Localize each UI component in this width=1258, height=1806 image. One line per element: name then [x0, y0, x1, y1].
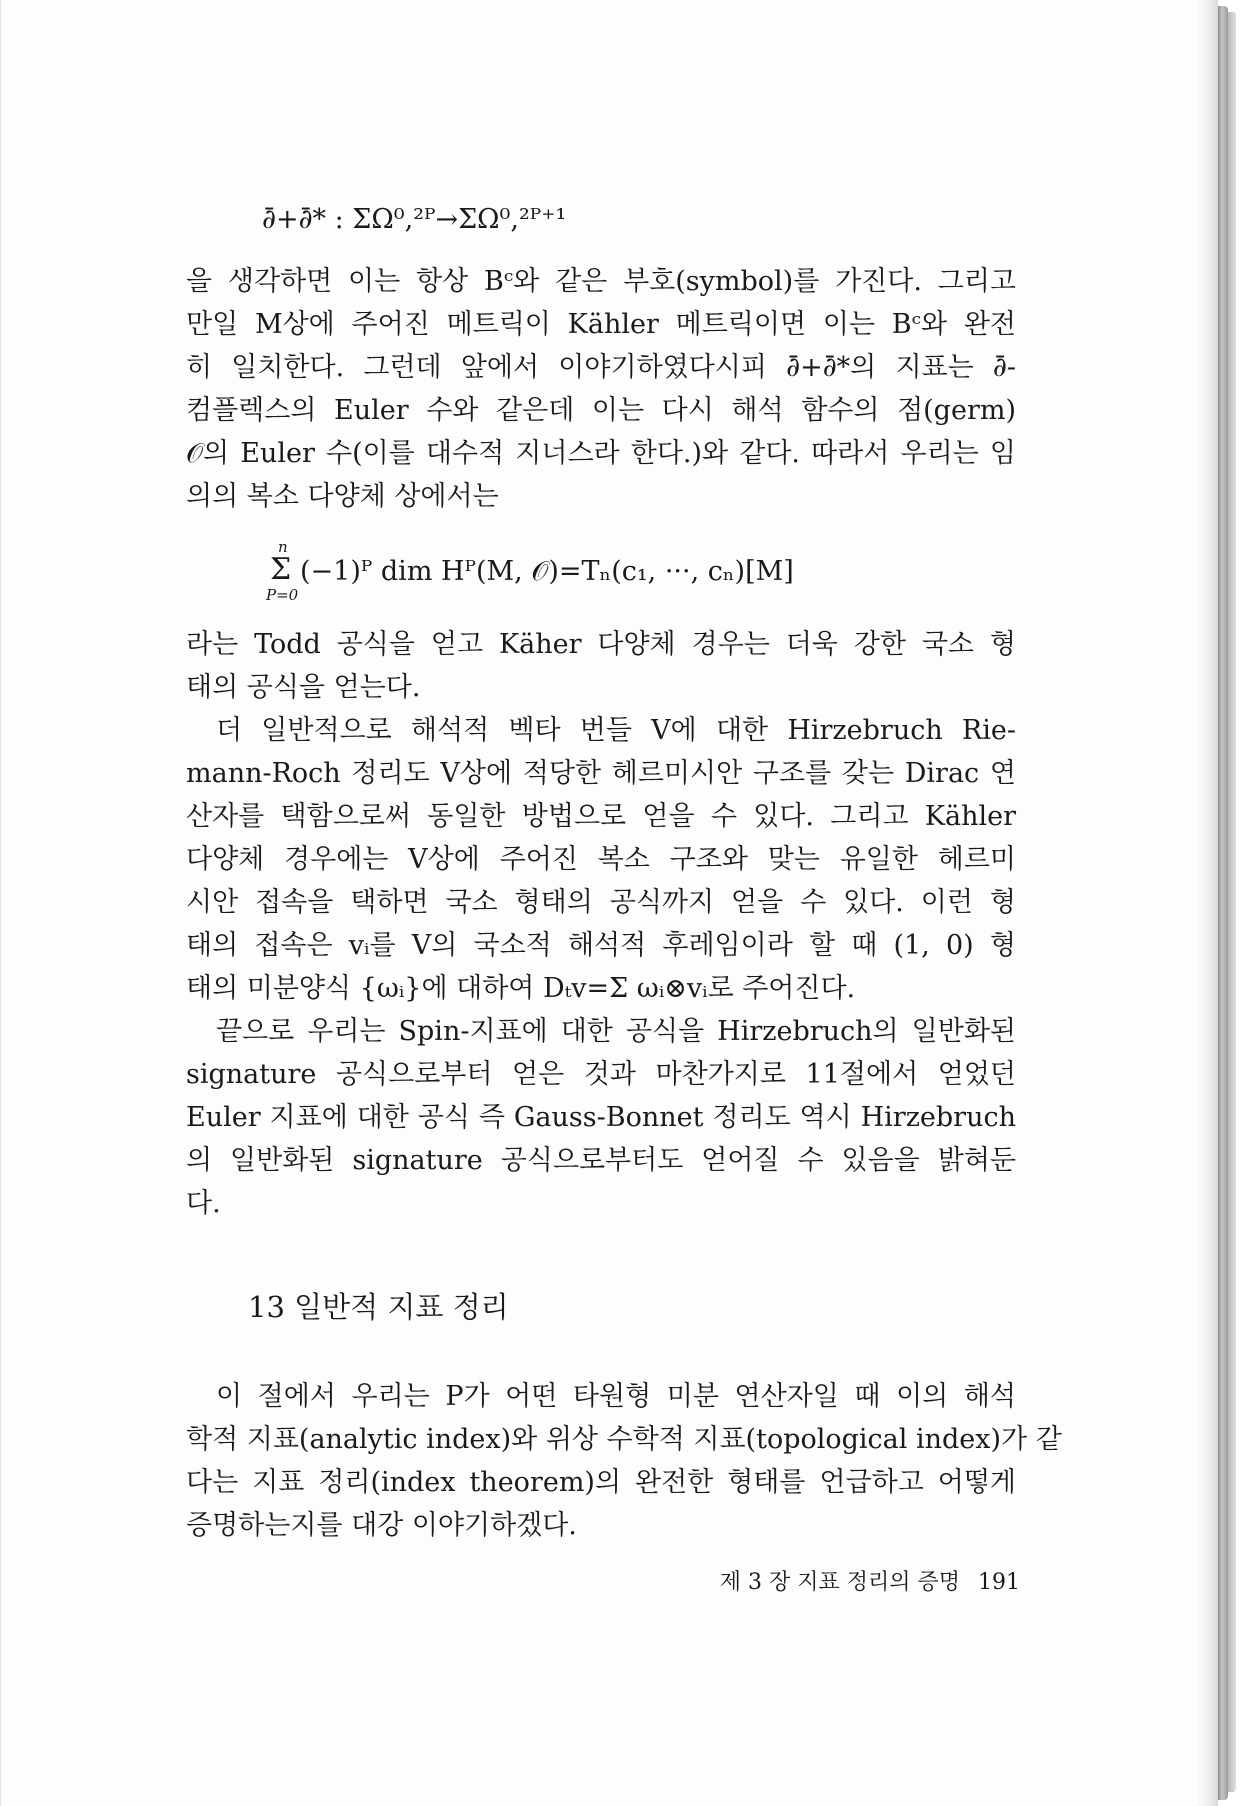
- para1-line-6: 의의 복소 다양체 상에서는: [186, 481, 499, 512]
- section-heading-13: 13 일반적 지표 정리: [248, 1290, 509, 1324]
- para3-line-5: 시안 접속을 택하면 국소 형태의 공식까지 얻을 수 있다. 이런 형: [186, 887, 1016, 918]
- todd-formula-body: (−1)ᴾ dim Hᴾ(M, 𝒪)=Tₙ(c₁, ···, cₙ)[M]: [300, 556, 794, 587]
- para5-line-1: 이 절에서 우리는 P가 어떤 타원형 미분 연산자일 때 이의 해석: [216, 1381, 1016, 1412]
- para5-line-3: 다는 지표 정리(index theorem)의 완전한 형태를 언급하고 어떻게: [186, 1467, 1016, 1498]
- para2-line-2: 태의 공식을 얻는다.: [186, 672, 421, 703]
- para3-line-6: 태의 접속은 vᵢ를 V의 국소적 해석적 후레임이라 할 때 (1, 0) 형: [186, 930, 1016, 961]
- page-stack-edge: [1218, 6, 1228, 1800]
- sigma-symbol: Σ: [270, 552, 292, 587]
- para2-line-1: 라는 Todd 공식을 얻고 Käher 다양체 경우는 더욱 강한 국소 형: [186, 629, 1016, 660]
- para3-line-1: 더 일반적으로 해석적 벡타 번들 V에 대한 Hirzebruch Rie-: [216, 715, 1016, 746]
- sum-upper-limit: n: [278, 538, 288, 556]
- para3-line-7: 태의 미분양식 {ωᵢ}에 대하여 Dₜv=Σ ωᵢ⊗vᵢ로 주어진다.: [186, 973, 856, 1004]
- para4-line-3: Euler 지표에 대한 공식 즉 Gauss-Bonnet 정리도 역시 Hirzebruch: [186, 1102, 1016, 1133]
- para3-line-2: mann-Roch 정리도 V상에 적당한 헤르미시안 구조를 갖는 Dirac 연: [186, 758, 1016, 789]
- para1-line-5: 𝒪의 Euler 수(이를 대수적 지너스라 한다.)와 같다. 따라서 우리는 임: [186, 438, 1016, 469]
- para1-line-1: 을 생각하면 이는 항상 Bᶜ와 같은 부호(symbol)를 가진다. 그리고: [186, 266, 1016, 297]
- formula-dbar-operator: ∂̄+∂̄* : ΣΩ⁰,²ᴾ→ΣΩ⁰,²ᴾ⁺¹: [262, 204, 567, 235]
- para5-line-4: 증명하는지를 대강 이야기하겠다.: [186, 1510, 577, 1541]
- page-number: 191: [978, 1570, 1020, 1595]
- para4-line-5: 다.: [186, 1188, 221, 1219]
- para4-line-2: signature 공식으로부터 얻은 것과 마찬가지로 11절에서 얻었던: [186, 1059, 1016, 1090]
- para1-line-2: 만일 M상에 주어진 메트릭이 Kähler 메트릭이면 이는 Bᶜ와 완전: [186, 309, 1016, 340]
- para1-line-4: 컴플렉스의 Euler 수와 같은데 이는 다시 해석 함수의 점(germ): [186, 395, 1016, 426]
- page-stack-edge-outer: [1228, 12, 1236, 1792]
- para3-line-4: 다양체 경우에는 V상에 주어진 복소 구조와 맞는 유일한 헤르미: [186, 844, 1016, 875]
- para1-line-3: 히 일치한다. 그런데 앞에서 이야기하였다시피 ∂̄+∂̄*의 지표는 ∂̄-: [186, 352, 1016, 383]
- para4-line-4: 의 일반화된 signature 공식으로부터도 얻어질 수 있음을 밝혀둔: [186, 1145, 1016, 1176]
- running-footer-chapter: 제 3 장 지표 정리의 증명: [719, 1570, 960, 1595]
- para3-line-3: 산자를 택함으로써 동일한 방법으로 얻을 수 있다. 그리고 Kähler: [186, 801, 1016, 832]
- para4-line-1: 끝으로 우리는 Spin-지표에 대한 공식을 Hirzebruch의 일반화된: [216, 1016, 1016, 1047]
- page-footer: [640, 1568, 1020, 1598]
- page-gutter-shadow: [1196, 0, 1218, 1806]
- sum-lower-limit: P=0: [266, 586, 299, 604]
- para5-line-2: 학적 지표(analytic index)와 위상 수학적 지표(topological index)가 같: [186, 1424, 1062, 1455]
